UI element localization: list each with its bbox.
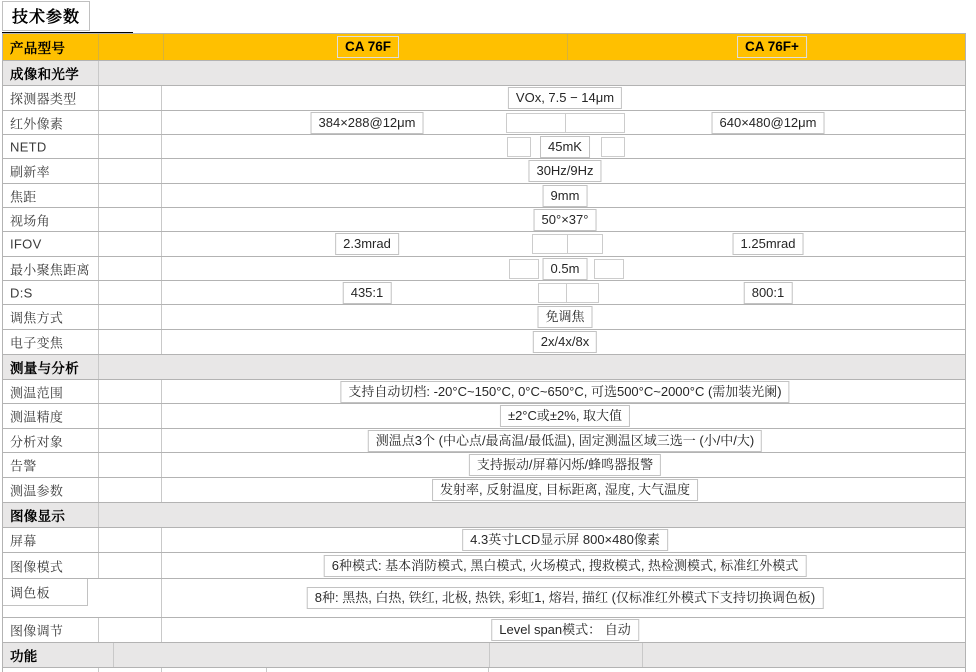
spec-value: 640×480@12μm — [712, 112, 825, 134]
cell-divider — [161, 429, 162, 452]
spec-value: 6种模式: 基本消防模式, 黑白模式, 火场模式, 搜救模式, 热检测模式, 标准红外模式 — [324, 555, 807, 577]
section-header-row — [3, 503, 965, 528]
spec-value: Level span模式： 自动 — [491, 619, 639, 641]
empty-cell — [538, 283, 567, 303]
cell-divider — [161, 159, 162, 183]
spec-value: 800:1 — [744, 282, 793, 304]
spec-label-cell — [3, 579, 88, 606]
partial-row — [3, 668, 965, 672]
model-name: CA 76F — [337, 36, 399, 58]
spec-row — [3, 553, 965, 579]
spec-row — [3, 208, 965, 232]
empty-cell — [601, 137, 625, 157]
spec-value: 4.3英寸LCD显示屏 800×480像素 — [462, 529, 668, 551]
cell-divider — [567, 34, 568, 60]
spec-value: 8种: 黑热, 白热, 铁红, 北极, 热铁, 彩虹1, 熔岩, 描红 (仅标准红外模式下支持切换调色板) — [307, 587, 824, 609]
spec-label: 测温参数 — [10, 483, 64, 499]
spec-value: 0.5m — [543, 258, 588, 280]
cell-divider — [98, 135, 99, 158]
cell-divider — [98, 380, 99, 403]
spec-value: VOx, 7.5 − 14μm — [508, 87, 622, 109]
spec-value: 发射率, 反射温度, 目标距离, 湿度, 大气温度 — [432, 479, 698, 501]
empty-cell — [565, 113, 625, 133]
cell-divider — [161, 380, 162, 403]
cell-divider — [98, 208, 99, 231]
table-header-row — [3, 34, 965, 61]
empty-cell — [509, 259, 539, 279]
spec-label: 分析对象 — [10, 434, 64, 449]
section-title: 测量与分析 — [10, 361, 79, 376]
cell-divider — [98, 478, 99, 502]
spec-label: D:S — [10, 285, 33, 300]
cell-divider — [98, 232, 99, 256]
spec-value: 2x/4x/8x — [533, 331, 597, 353]
spec-row — [3, 135, 965, 159]
spec-label: 测温范围 — [10, 385, 64, 400]
page-title-block — [2, 1, 133, 35]
empty-cell — [506, 113, 566, 133]
spec-label: 最小聚焦距离 — [10, 262, 90, 277]
spec-label: 图像调节 — [10, 623, 64, 639]
cell-divider — [163, 34, 164, 60]
spec-label: 刷新率 — [10, 164, 50, 180]
spec-value: 45mK — [540, 136, 590, 158]
section-header-row — [3, 61, 965, 86]
model-name: CA 76F+ — [737, 36, 807, 58]
spec-row — [3, 579, 965, 618]
spec-label: NETD — [10, 139, 47, 154]
cell-divider — [161, 86, 162, 110]
cell-divider — [161, 305, 162, 329]
spec-row — [3, 281, 965, 305]
spec-row — [3, 478, 965, 503]
spec-label: 焦距 — [10, 189, 37, 204]
spec-label: 调色板 — [10, 585, 50, 601]
section-header-row — [3, 643, 965, 668]
cell-divider — [161, 478, 162, 502]
cell-divider — [98, 429, 99, 452]
spec-value: 9mm — [543, 185, 588, 207]
spec-value: 50°×37° — [534, 209, 597, 231]
cell-divider — [161, 668, 162, 672]
spec-value: 1.25mrad — [733, 233, 804, 255]
spec-label: 屏幕 — [10, 533, 37, 549]
cell-divider — [161, 404, 162, 428]
spec-value: 2.3mrad — [335, 233, 399, 255]
spec-label: 视场角 — [10, 213, 50, 228]
empty-cell — [532, 234, 568, 254]
cell-divider — [161, 135, 162, 158]
spec-row — [3, 184, 965, 208]
empty-cell — [566, 283, 599, 303]
cell-divider — [98, 553, 99, 578]
spec-value: 测温点3个 (中心点/最高温/最低温), 固定测温区域三选一 (小/中/大) — [368, 430, 762, 452]
spec-value: 支持自动切档: -20°C~150°C, 0°C~650°C, 可选500°C~2000°C (需加装光阑) — [340, 381, 789, 403]
cell-divider — [113, 643, 114, 667]
cell-divider — [98, 618, 99, 642]
spec-label: 图像模式 — [10, 559, 64, 574]
section-title: 图像显示 — [10, 509, 66, 524]
section-header-row — [3, 355, 965, 380]
spec-label: 探测器类型 — [10, 91, 77, 107]
spec-row — [3, 257, 965, 281]
cell-divider — [98, 257, 99, 280]
cell-divider — [642, 643, 643, 667]
spec-value: 30Hz/9Hz — [528, 160, 601, 182]
cell-divider — [161, 111, 162, 134]
spec-row — [3, 453, 965, 478]
cell-divider — [161, 208, 162, 231]
spec-value: 384×288@12μm — [311, 112, 424, 134]
cell-divider — [98, 668, 99, 672]
cell-divider — [98, 281, 99, 304]
cell-divider — [98, 159, 99, 183]
spec-row — [3, 232, 965, 257]
cell-divider — [98, 330, 99, 354]
cell-divider — [161, 453, 162, 477]
spec-table — [2, 33, 966, 672]
spec-label: IFOV — [10, 236, 42, 252]
cell-divider — [98, 355, 99, 379]
spec-value: 支持振动/屏幕闪烁/蜂鸣器报警 — [469, 454, 661, 476]
section-title: 功能 — [10, 649, 38, 664]
cell-divider — [161, 257, 162, 280]
cell-divider — [488, 668, 489, 672]
spec-value: 免调焦 — [537, 306, 592, 328]
cell-divider — [161, 618, 162, 642]
spec-value: ±2°C或±2%, 取大值 — [500, 405, 630, 427]
spec-row — [3, 380, 965, 404]
cell-divider — [98, 453, 99, 477]
spec-label: 调焦方式 — [10, 310, 64, 326]
spec-label: 测温精度 — [10, 409, 64, 425]
spec-row — [3, 618, 965, 643]
cell-divider — [161, 553, 162, 578]
cell-divider — [266, 668, 267, 672]
cell-divider — [98, 404, 99, 428]
cell-divider — [98, 305, 99, 329]
cell-divider — [161, 232, 162, 256]
column-header-product-model: 产品型号 — [10, 41, 66, 56]
spec-label: 红外像素 — [10, 116, 64, 131]
empty-cell — [594, 259, 624, 279]
cell-divider — [161, 330, 162, 354]
cell-divider — [98, 61, 99, 85]
spec-row — [3, 305, 965, 330]
spec-row — [3, 159, 965, 184]
cell-divider — [161, 281, 162, 304]
spec-label: 告警 — [10, 458, 37, 474]
spec-row — [3, 86, 965, 111]
cell-divider — [161, 528, 162, 552]
spec-row — [3, 528, 965, 553]
spec-row — [3, 330, 965, 355]
cell-divider — [98, 111, 99, 134]
spec-row — [3, 404, 965, 429]
cell-divider — [161, 579, 162, 617]
spec-label: 电子变焦 — [10, 335, 64, 351]
spec-value: 435:1 — [343, 282, 392, 304]
empty-cell — [567, 234, 603, 254]
cell-divider — [489, 643, 490, 667]
cell-divider — [98, 528, 99, 552]
spec-row — [3, 429, 965, 453]
spec-row — [3, 111, 965, 135]
cell-divider — [98, 86, 99, 110]
page-title: 技术参数 — [2, 1, 90, 31]
cell-divider — [98, 184, 99, 207]
cell-divider — [98, 34, 99, 60]
empty-cell — [507, 137, 531, 157]
cell-divider — [161, 184, 162, 207]
cell-divider — [98, 503, 99, 527]
section-title: 成像和光学 — [10, 67, 79, 82]
